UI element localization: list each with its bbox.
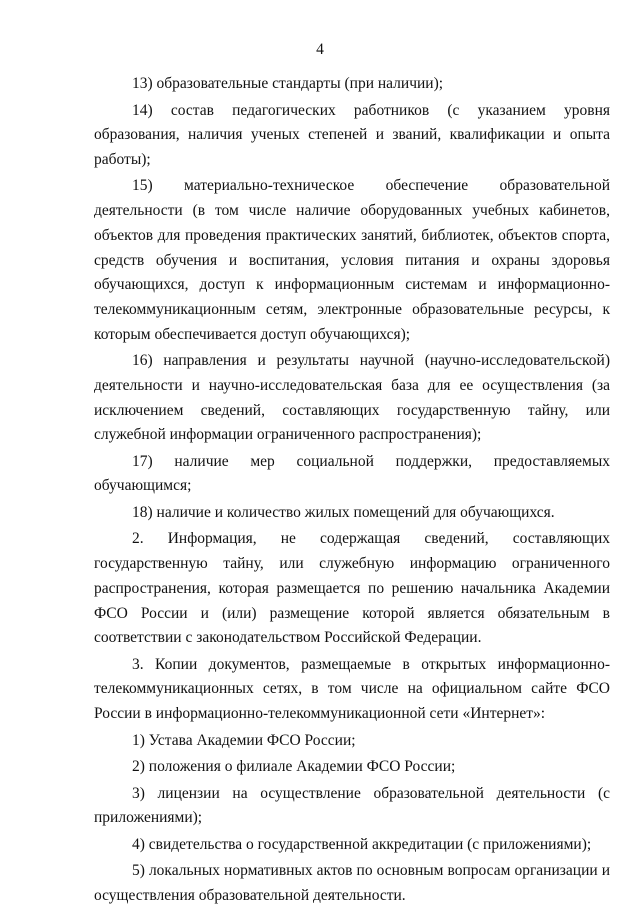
section-paragraph: 2. Информация, не содержащая сведений, составляющих государственную тайну, или служебную информацию ограниченного распространения, которая размещается по решению начальника Академии ФСО России и (или) размещение которой является обязательным в соответствии с законодательством Российской Федерации.	[94, 530, 610, 647]
list-item: 3) лицензии на осуществление образовательной деятельности (с приложениями);	[94, 784, 610, 827]
list-item: 17) наличие мер социальной поддержки, предоставляемых обучающимся;	[94, 452, 610, 495]
list-item: 13) образовательные стандарты (при наличии);	[132, 75, 444, 92]
document-body	[94, 72, 610, 911]
list-item: 18) наличие и количество жилых помещений для обучающихся.	[132, 503, 555, 521]
list-item: 4) свидетельства о государственной аккредитации (с приложениями);	[132, 835, 592, 853]
section-paragraph: 3. Копии документов, размещаемые в открытых информационно-телекоммуникационных сетях, в том числе на официальном сайте ФСО России в информационно-телекоммуникационной сети «Интернет»:	[94, 655, 610, 723]
list-item: 14) состав педагогических работников (с указанием уровня образования, наличия ученых степеней и званий, квалификации и опыта работы);	[94, 101, 610, 168]
list-item: 15) материально-техническое обеспечение образовательной деятельности (в том числе наличие оборудованных учебных кабинетов, объектов для проведения практических занятий, библиотек, объектов спорта, средств обучения и воспитания, условия питания и охраны здоровья обучающихся, доступ к информационным системам и информационно-телекоммуникационным сетям, электронные образовательные ресурсы, к которым обеспечивается доступ обучающихся);	[94, 177, 610, 343]
list-item: 5) локальных нормативных актов по основным вопросам организации и осуществления образовательной деятельности.	[94, 862, 610, 905]
list-item: 1) Устава Академии ФСО России;	[132, 731, 356, 749]
list-item: 16) направления и результаты научной (научно-исследовательской) деятельности и научно-исследовательская база для ее осуществления (за исключением сведений, составляющих государственную тайну, или служебной информации ограниченного распространения);	[94, 352, 610, 444]
page-number: 4	[316, 41, 324, 58]
list-item: 2) положения о филиале Академии ФСО России;	[132, 758, 456, 776]
